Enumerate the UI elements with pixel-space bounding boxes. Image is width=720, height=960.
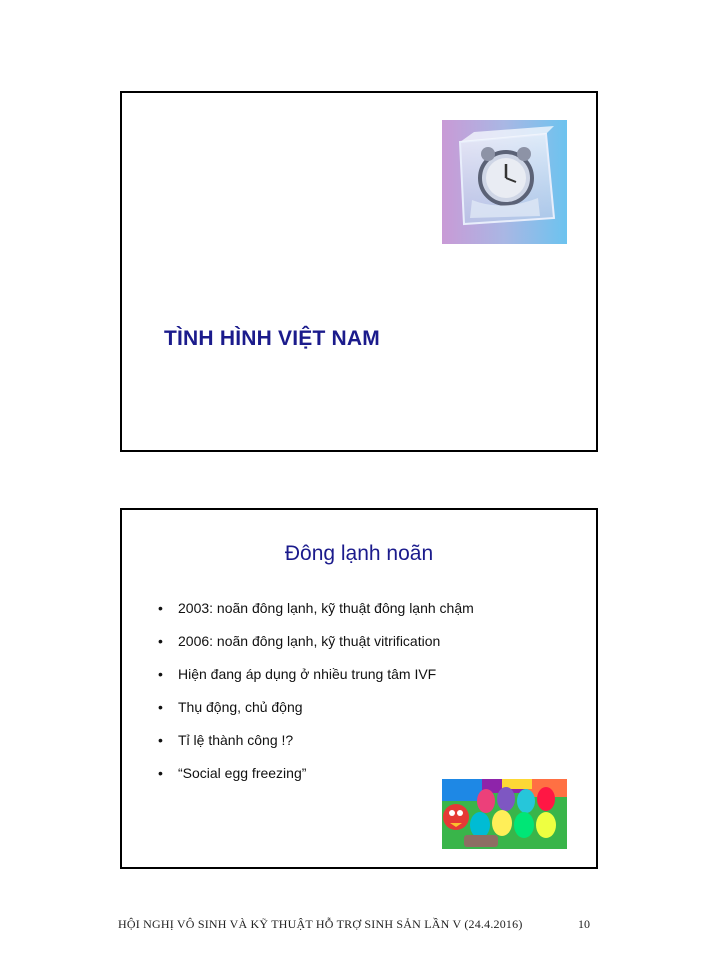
bullet-dot: •	[158, 633, 163, 649]
bullet-dot: •	[158, 732, 163, 748]
slide-1-title: TÌNH HÌNH VIỆT NAM	[164, 327, 380, 350]
bullet-dot: •	[158, 765, 163, 781]
slide-2	[120, 508, 598, 869]
eggs-icon	[442, 779, 567, 849]
page-number: 10	[578, 917, 590, 931]
bullet-dot: •	[158, 699, 163, 715]
slide-2-title: Đông lạnh noãn	[284, 542, 434, 565]
bullet-text: Tỉ lệ thành công !?	[178, 732, 294, 748]
footer-text: HỘI NGHỊ VÔ SINH VÀ KỸ THUẬT HỖ TRỢ SINH SẢN LẦN V (24.4.2016)	[118, 917, 523, 931]
slide-1	[120, 91, 598, 452]
bullet-text: “Social egg freezing”	[178, 765, 307, 781]
bullet-text: Thụ động, chủ động	[178, 699, 303, 715]
list-item	[158, 666, 474, 699]
bullet-list	[158, 600, 474, 798]
bullet-dot: •	[158, 666, 163, 682]
bullet-text: Hiện đang áp dụng ở nhiều trung tâm IVF	[178, 666, 437, 682]
list-item	[158, 699, 474, 732]
bullet-text: 2003: noãn đông lạnh, kỹ thuật đông lạnh chậm	[178, 600, 474, 616]
frozen-clock-image	[442, 120, 567, 244]
frozen-clock-icon	[442, 120, 567, 244]
colored-eggs-image	[442, 779, 567, 849]
list-item	[158, 633, 474, 666]
bullet-dot: •	[158, 600, 163, 616]
bullet-text: 2006: noãn đông lạnh, kỹ thuật vitrification	[178, 633, 441, 649]
list-item	[158, 600, 474, 633]
list-item	[158, 765, 474, 798]
list-item	[158, 732, 474, 765]
